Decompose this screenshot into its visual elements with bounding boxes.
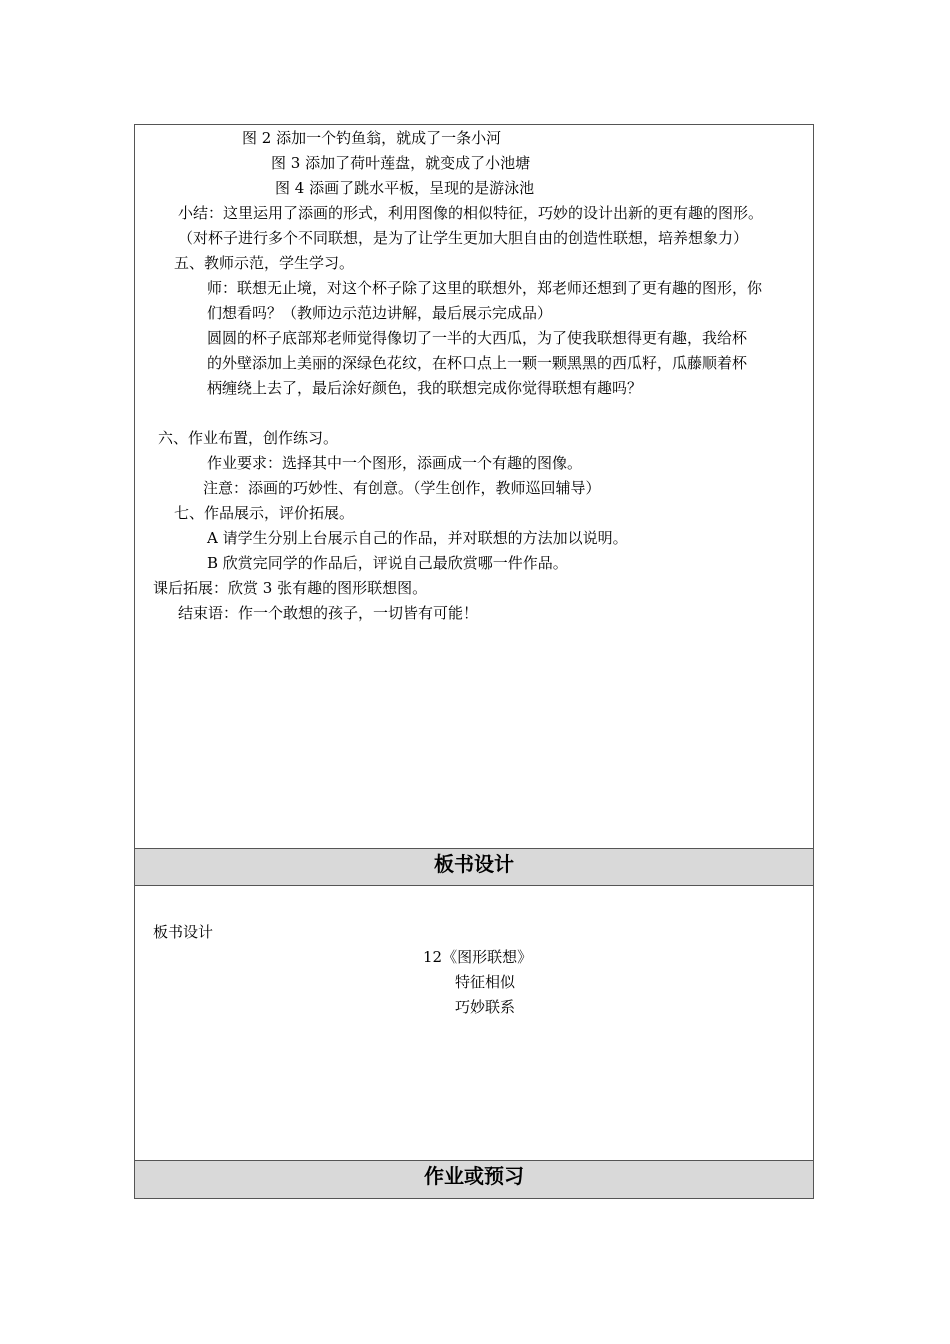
- text-line: A 请学生分别上台展示自己的作品，并对联想的方法加以说明。: [207, 529, 628, 547]
- board-item: 特征相似: [455, 973, 516, 991]
- section-six-heading: 六、作业布置，创作练习。: [158, 429, 339, 447]
- text-line: 图 3 添加了荷叶莲盘，就变成了小池塘: [271, 154, 531, 172]
- text-line: 图 2 添加一个钓鱼翁，就成了一条小河: [242, 129, 502, 147]
- text-line: 注意：添画的巧妙性、有创意。（学生创作，教师巡回辅导）: [203, 479, 601, 497]
- text-line: 师：联想无止境，对这个杯子除了这里的联想外，郑老师还想到了更有趣的图形，你: [207, 279, 763, 297]
- board-design-heading: 板书设计: [135, 849, 813, 886]
- summary-line: 小结：这里运用了添画的形式，利用图像的相似特征，巧妙的设计出新的更有趣的图形。: [178, 204, 764, 222]
- board-title: 12《图形联想》: [423, 948, 533, 966]
- text-line: 圆圆的杯子底部郑老师觉得像切了一半的大西瓜，为了使我联想得更有趣，我给杯: [207, 329, 748, 347]
- text-line: 的外壁添加上美丽的深绿色花纹，在杯口点上一颗一颗黑黑的西瓜籽，瓜藤顺着杯: [207, 354, 748, 372]
- board-item: 巧妙联系: [455, 998, 516, 1016]
- extension-line: 课后拓展：欣赏 3 张有趣的图形联想图。: [153, 579, 428, 597]
- homework-heading: 作业或预习: [135, 1161, 813, 1198]
- board-label: 板书设计: [153, 923, 214, 941]
- text-line: （对杯子进行多个不同联想，是为了让学生更加大胆自由的创造性联想，培养想象力）: [178, 229, 749, 247]
- text-line: 柄缠绕上去了，最后涂好颜色，我的联想完成你觉得联想有趣吗？: [207, 379, 643, 397]
- text-line: B 欣赏完同学的作品后，评说自己最欣赏哪一件作品。: [207, 554, 568, 572]
- lesson-plan-table: [134, 124, 814, 1199]
- section-seven-heading: 七、作品展示，评价拓展。: [174, 504, 355, 522]
- text-line: 作业要求：选择其中一个图形，添画成一个有趣的图像。: [207, 454, 583, 472]
- teaching-process-cell: [135, 125, 813, 849]
- text-line: 们想看吗？（教师边示范边讲解，最后展示完成品）: [207, 304, 553, 322]
- text-line: 图 4 添画了跳水平板，呈现的是游泳池: [275, 179, 535, 197]
- section-five-heading: 五、教师示范，学生学习。: [174, 254, 355, 272]
- closing-line: 结束语：作一个敢想的孩子，一切皆有可能！: [178, 604, 479, 622]
- board-design-cell: [135, 886, 813, 1161]
